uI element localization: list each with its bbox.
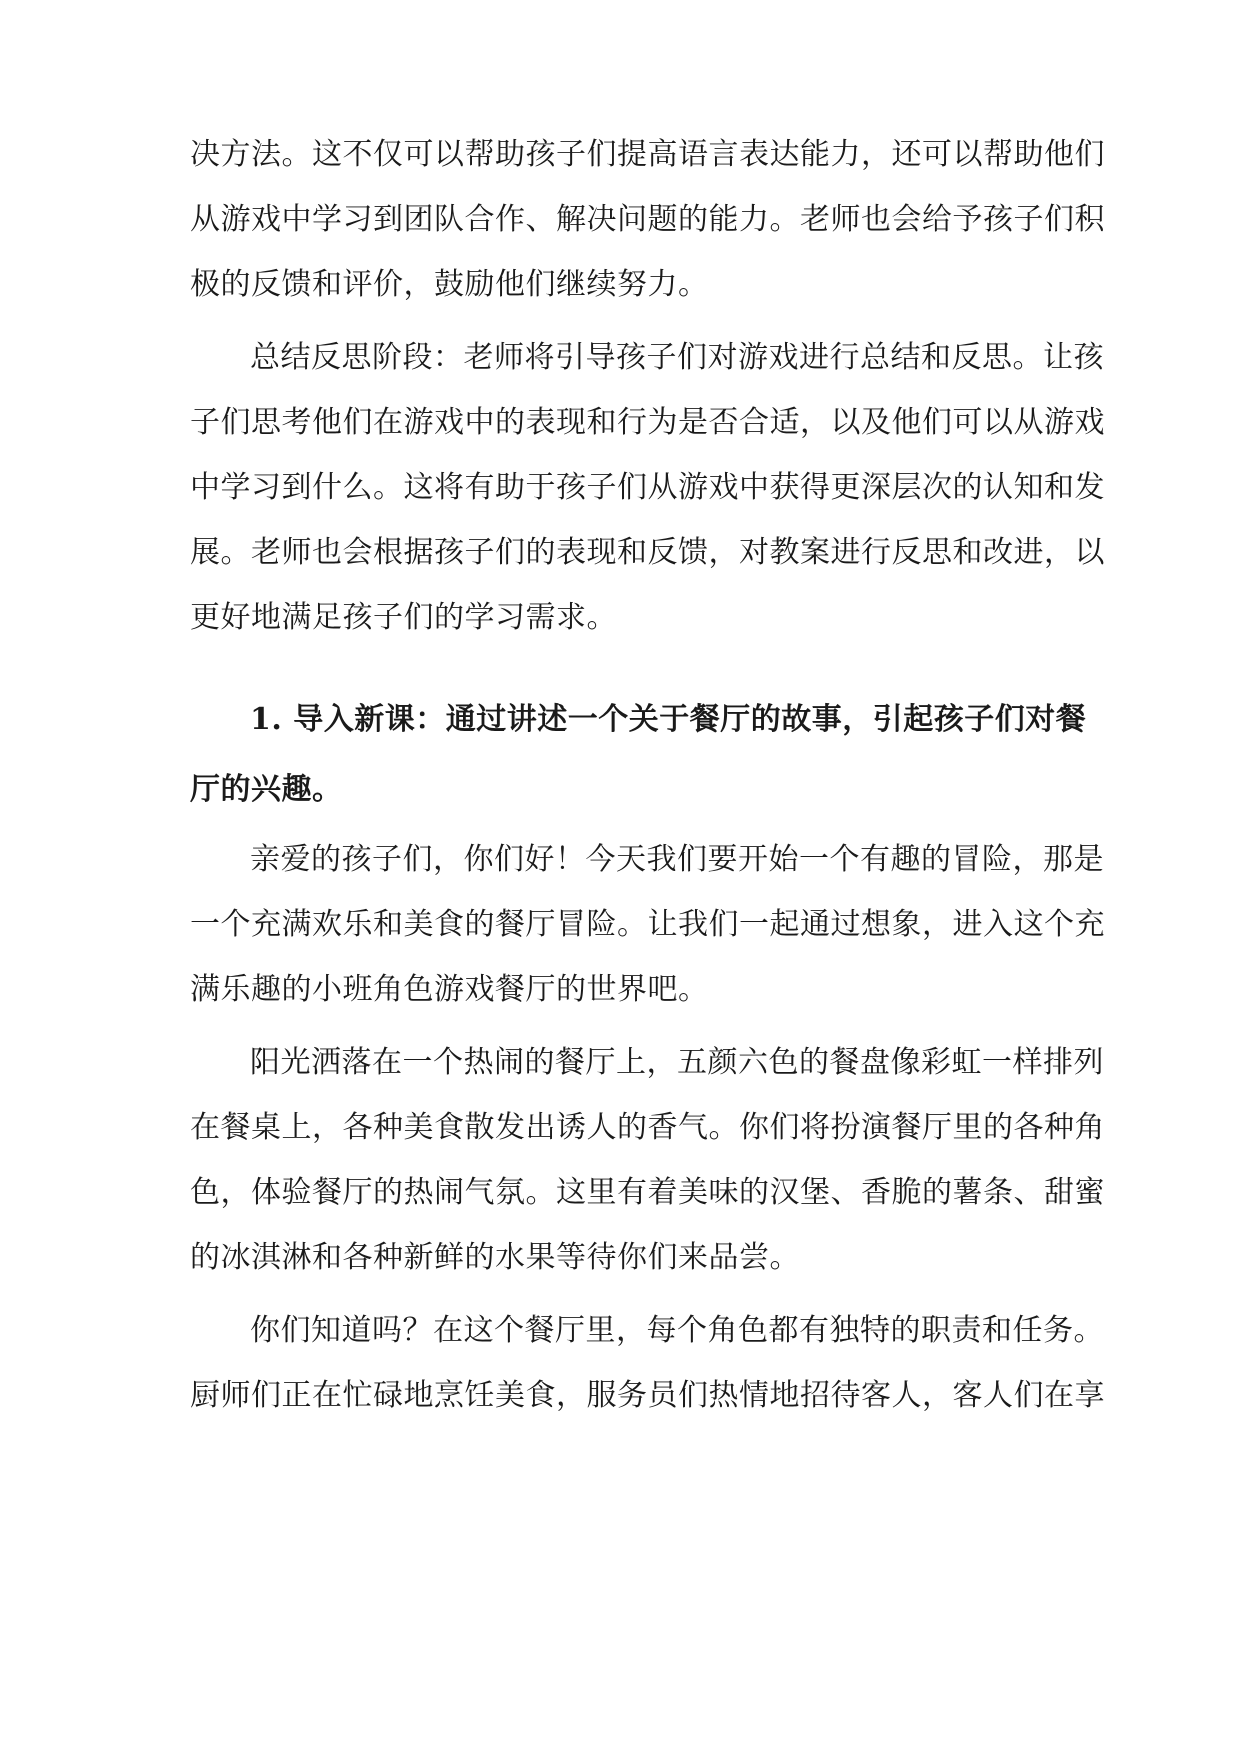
section-heading-line: 1. 导入新课：通过讲述一个关于餐厅的故事，引起孩子们对餐 [250, 702, 1087, 737]
paragraph-line: 子们思考他们在游戏中的表现和行为是否合适，以及他们可以从游戏 [190, 405, 1105, 440]
paragraph-line: 展。老师也会根据孩子们的表现和反馈，对教案进行反思和改进，以 [190, 535, 1105, 570]
paragraph-line: 一个充满欢乐和美食的餐厅冒险。让我们一起通过想象，进入这个充 [190, 907, 1105, 942]
paragraph-line: 阳光洒落在一个热闹的餐厅上，五颜六色的餐盘像彩虹一样排列 [250, 1045, 1104, 1080]
paragraph-line: 更好地满足孩子们的学习需求。 [190, 600, 617, 635]
paragraph-line: 色，体验餐厅的热闹气氛。这里有着美味的汉堡、香脆的薯条、甜蜜 [190, 1175, 1105, 1210]
paragraph-line: 总结反思阶段：老师将引导孩子们对游戏进行总结和反思。让孩 [250, 340, 1104, 375]
paragraph-line: 决方法。这不仅可以帮助孩子们提高语言表达能力，还可以帮助他们 [190, 137, 1105, 172]
paragraph-line: 满乐趣的小班角色游戏餐厅的世界吧。 [190, 972, 709, 1007]
paragraph-line: 极的反馈和评价，鼓励他们继续努力。 [190, 267, 709, 302]
paragraph-line: 在餐桌上，各种美食散发出诱人的香气。你们将扮演餐厅里的各种角 [190, 1110, 1105, 1145]
paragraph-line: 中学习到什么。这将有助于孩子们从游戏中获得更深层次的认知和发 [190, 470, 1105, 505]
paragraph-line: 厨师们正在忙碌地烹饪美食，服务员们热情地招待客人，客人们在享 [190, 1378, 1105, 1413]
paragraph-line: 从游戏中学习到团队合作、解决问题的能力。老师也会给予孩子们积 [190, 202, 1105, 237]
paragraph-line: 亲爱的孩子们，你们好！今天我们要开始一个有趣的冒险，那是 [250, 842, 1104, 877]
paragraph-line: 你们知道吗？在这个餐厅里，每个角色都有独特的职责和任务。 [250, 1313, 1104, 1348]
paragraph-line: 的冰淇淋和各种新鲜的水果等待你们来品尝。 [190, 1240, 800, 1275]
section-heading-line: 厅的兴趣。 [190, 772, 343, 807]
